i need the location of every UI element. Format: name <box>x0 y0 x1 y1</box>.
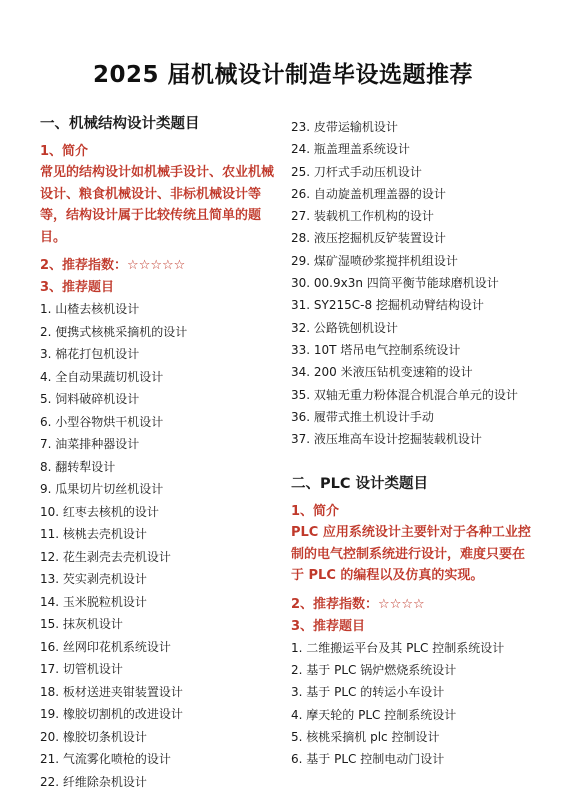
list-item: 33. 10T 塔吊电气控制系统设计 <box>291 342 461 357</box>
list-item: 6. 基于 PLC 控制电动门设计 <box>291 752 445 767</box>
section2-list-label: 3、推荐题目 <box>291 618 366 634</box>
right-column <box>291 116 537 770</box>
list-item: 27. 装载机工作机构的设计 <box>291 209 434 224</box>
list-item: 3. 棉花打包机设计 <box>40 347 140 361</box>
list-item: 36. 履带式推土机设计手动 <box>291 409 434 424</box>
section2-topic-list <box>291 637 537 771</box>
list-item: 12. 花生剥壳去壳机设计 <box>40 549 171 564</box>
list-item: 4. 全自动果蔬切机设计 <box>40 369 164 384</box>
list-item: 17. 切管机设计 <box>40 662 123 676</box>
section2-intro-label: 1、简介 <box>291 504 340 520</box>
list-item: 5. 核桃采摘机 plc 控制设计 <box>291 729 440 744</box>
list-item: 7. 油菜排种器设计 <box>40 437 140 451</box>
list-item: 22. 纤维除杂机设计 <box>40 774 147 789</box>
list-item: 28. 液压挖掘机反铲装置设计 <box>291 231 446 246</box>
list-item: 37. 液压堆高车设计挖掘装载机设计 <box>291 431 482 446</box>
list-item: 31. SY215C-8 挖掘机动臂结构设计 <box>291 298 484 313</box>
list-item: 23. 皮带运输机设计 <box>291 120 398 134</box>
list-item: 32. 公路铣刨机设计 <box>291 320 398 335</box>
list-item: 9. 瓜果切片切丝机设计 <box>40 482 164 496</box>
section2-rating: 2、推荐指数：☆☆☆☆ <box>291 596 425 612</box>
list-item: 13. 芡实剥壳机设计 <box>40 572 147 586</box>
list-item: 10. 红枣去核机的设计 <box>40 504 159 519</box>
list-item: 18. 板材送进夹钳装置设计 <box>40 684 183 699</box>
section2-intro-text: PLC 应用系统设计主要针对于各种工业控制的电气控制系统进行设计，难度只要在于 PLC 的编程以及仿真的实现。 <box>291 525 531 584</box>
list-item: 30. 00.9x3n 四筒平衡节能球磨机设计 <box>291 276 499 291</box>
list-item: 35. 双轴无重力粉体混合机混合单元的设计 <box>291 387 518 402</box>
list-item: 20. 橡胶切条机设计 <box>40 729 147 744</box>
list-item: 1. 二维搬运平台及其 PLC 控制系统设计 <box>291 640 505 655</box>
list-item: 26. 自动旋盖机理盖器的设计 <box>291 186 446 201</box>
list-item: 15. 抹灰机设计 <box>40 617 123 631</box>
list-item: 21. 气流雾化喷枪的设计 <box>40 752 171 766</box>
list-item: 2. 基于 PLC 锅炉燃烧系统设计 <box>291 662 457 677</box>
section1-heading: 一、机械结构设计类题目 <box>40 116 200 132</box>
section1-rating: 2、推荐指数：☆☆☆☆☆ <box>40 258 186 273</box>
list-item: 6. 小型谷物烘干机设计 <box>40 414 164 429</box>
list-item: 3. 基于 PLC 的转运小车设计 <box>291 685 445 700</box>
list-item: 14. 玉米脱粒机设计 <box>40 594 147 609</box>
page-title: 2025 届机械设计制造毕设选题推荐 <box>92 62 474 88</box>
list-item: 4. 摩天轮的 PLC 控制系统设计 <box>291 707 457 722</box>
section1-intro-label: 1、简介 <box>40 144 89 159</box>
section1-list-label: 3、推荐题目 <box>40 280 115 295</box>
left-column <box>40 112 280 793</box>
list-item: 25. 刀杆式手动压机设计 <box>291 164 422 179</box>
list-item: 34. 200 米液压钻机变速箱的设计 <box>291 365 473 380</box>
list-item: 19. 橡胶切割机的改进设计 <box>40 707 183 721</box>
list-item: 1. 山楂去核机设计 <box>40 302 140 316</box>
section1-topic-list-continued <box>291 116 537 450</box>
list-item: 24. 瓶盖理盖系统设计 <box>291 142 410 157</box>
section1-intro-text: 常见的结构设计如机械手设计、农业机械设计、粮食机械设计、非标机械设计等等，结构设计属于比较传统且简单的题目。 <box>40 165 275 245</box>
list-item: 5. 饲料破碎机设计 <box>40 392 140 406</box>
list-item: 29. 煤矿湿喷砂浆搅拌机组设计 <box>291 253 458 268</box>
list-item: 8. 翻转犁设计 <box>40 459 116 474</box>
section2-heading: 二、PLC 设计类题目 <box>291 476 429 493</box>
list-item: 16. 丝网印花机系统设计 <box>40 639 171 654</box>
list-item: 2. 便携式核桃采摘机的设计 <box>40 324 188 339</box>
list-item: 11. 核桃去壳机设计 <box>40 527 147 541</box>
section1-topic-list <box>40 298 280 793</box>
